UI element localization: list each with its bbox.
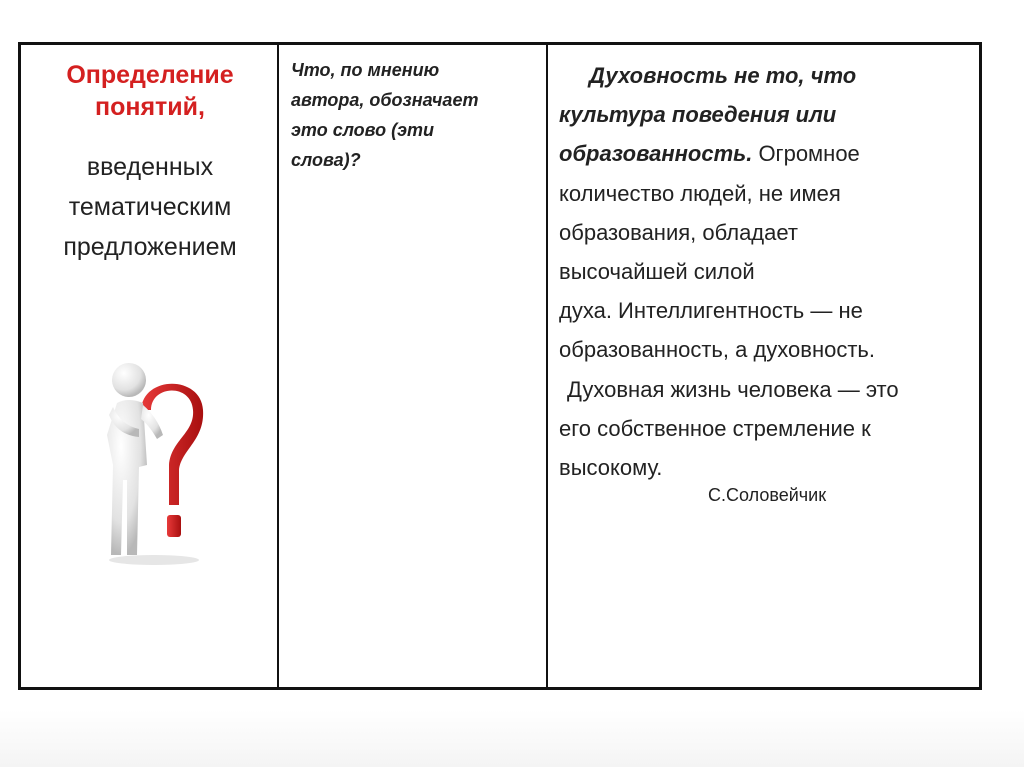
definition-subtitle — [21, 147, 279, 267]
question-line4: слова)? — [291, 150, 361, 170]
quote-lead-line3: образованность. — [559, 141, 753, 167]
quote-line11: высокому. — [559, 455, 663, 481]
definition-sub-line3: предложением — [63, 233, 237, 261]
content-table — [18, 42, 982, 690]
quote-line4: количество людей, не имея — [559, 180, 841, 206]
quote-line9: Духовная жизнь человека — это — [567, 376, 899, 402]
quote-line3 — [559, 134, 969, 173]
person-with-question-mark-icon — [99, 355, 209, 565]
question-line3: это слово (эти — [291, 120, 435, 140]
definition-sub-line2: тематическим — [68, 193, 232, 221]
quote-line3-rest: Огромное — [752, 141, 860, 167]
quote-author: С.Соловейчик — [708, 485, 827, 505]
definition-sub-line1: введенных — [86, 153, 214, 181]
slide-footer-band — [0, 710, 1024, 767]
question-column — [279, 45, 548, 687]
quote-lead-line1: Духовность не то, что — [589, 63, 857, 88]
author-meaning-question — [291, 55, 539, 175]
question-line1: Что, по мнению — [291, 60, 440, 80]
definition-column — [21, 45, 279, 687]
quote-line10: его собственное стремление к — [559, 415, 871, 441]
quote-line6: высочайшей силой — [559, 259, 755, 285]
definition-title-line2: понятий, — [95, 93, 205, 121]
definition-title-line1: Определение — [66, 61, 234, 89]
quote-lead-line2: культура поведения или — [559, 102, 837, 128]
quote-line5: образования, обладает — [559, 219, 798, 245]
quote-text — [559, 56, 969, 487]
quote-column — [548, 45, 979, 687]
quote-line7: духа. Интеллигентность — не — [559, 298, 863, 324]
quote-line8: образованность, а духовность. — [559, 337, 876, 363]
question-line2: автора, обозначает — [291, 90, 479, 110]
definition-title — [21, 59, 279, 123]
